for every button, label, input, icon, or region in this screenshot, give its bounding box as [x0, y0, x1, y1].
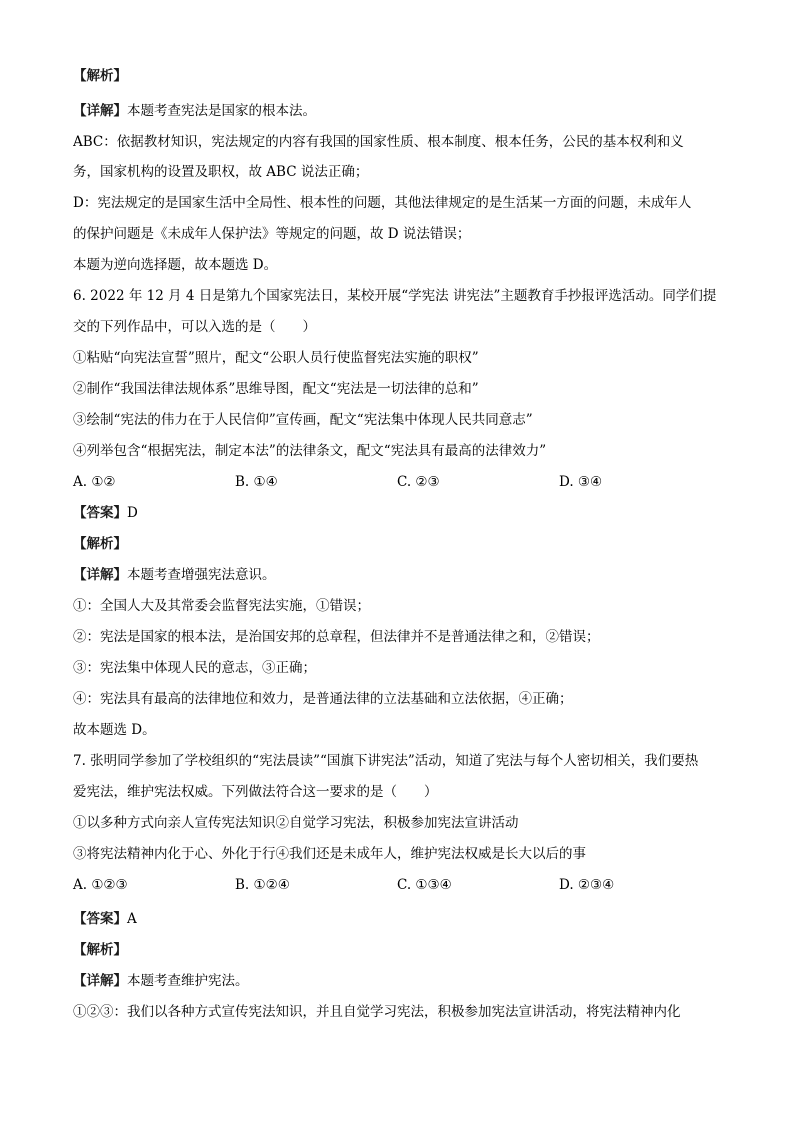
question-7-item: ①以多种方式向亲人宣传宪法知识②自觉学习宪法，积极参加宪法宣讲活动 — [73, 815, 519, 831]
option-a: A. ①②③ — [73, 877, 128, 893]
text-line: ABC：依据教材知识，宪法规定的内容有我国的国家性质、根本制度、根本任务，公民的基本权利和义 — [73, 134, 684, 150]
text-line: ①②③：我们以各种方式宣传宪法知识，并且自觉学习宪法，积极参加宪法宣讲活动，将宪法精神内化 — [73, 1004, 681, 1020]
text-line: 的保护问题是《未成年人保护法》等规定的问题，故 D 说法错误； — [73, 226, 471, 242]
option-d: D. ②③④ — [559, 877, 615, 893]
text-line: 本题为逆向选择题，故本题选 D。 — [73, 257, 278, 273]
question-7-stem: 爱宪法，维护宪法权威。下列做法符合这一要求的是（ ） — [73, 784, 438, 800]
option-a: A. ①② — [73, 474, 116, 490]
text-line: ①：全国人大及其常委会监督宪法实施，①错误； — [73, 598, 370, 614]
question-6-item: ④列举包含“根据宪法，制定本法”的法律条文，配文“宪法具有最高的法律效力” — [73, 443, 547, 459]
option-d: D. ③④ — [559, 474, 603, 490]
question-6-item: ①粘贴“向宪法宣誓”照片，配文“公职人员行使监督宪法实施的职权” — [73, 350, 479, 366]
analysis-heading: 【解析】 — [73, 536, 127, 552]
text-line: ③：宪法集中体现人民的意志，③正确； — [73, 660, 316, 676]
option-b: B. ①②④ — [235, 877, 290, 893]
text-line: D：宪法规定的是国家生活中全局性、根本性的问题，其他法律规定的是生活某一方面的问题，未成年人 — [73, 195, 692, 211]
text-line: 故本题选 D。 — [73, 722, 156, 738]
question-7-stem: 7. 张明同学参加了学校组织的“宪法晨读”“国旗下讲宪法”活动，知道了宪法与每个人密切相关，我们要热 — [73, 753, 699, 769]
detail-line: 【详解】本题考查宪法是国家的根本法。 — [73, 103, 316, 119]
question-6-item: ②制作“我国法律法规体系”思维导图，配文“宪法是一切法律的总和” — [73, 381, 479, 397]
detail-line: 【详解】本题考查维护宪法。 — [73, 973, 249, 989]
question-7-item: ③将宪法精神内化于心、外化于行④我们还是未成年人，维护宪法权威是长大以后的事 — [73, 846, 586, 862]
option-c: C. ②③ — [397, 474, 440, 490]
question-6-stem: 交的下列作品中，可以入选的是（ ） — [73, 319, 316, 335]
option-b: B. ①④ — [235, 474, 278, 490]
question-7-options — [73, 876, 723, 894]
answer-line: 【答案】D — [73, 505, 138, 521]
text-line: ④：宪法具有最高的法律地位和效力，是普通法律的立法基础和立法依据，④正确； — [73, 691, 573, 707]
question-6-options — [73, 473, 723, 491]
analysis-heading: 【解析】 — [73, 68, 127, 84]
analysis-heading: 【解析】 — [73, 942, 127, 958]
question-6-stem: 6. 2022 年 12 月 4 日是第九个国家宪法日，某校开展“学宪法 讲宪法”主题教育手抄报评选活动。同学们提 — [73, 288, 717, 304]
text-line: ②：宪法是国家的根本法，是治国安邦的总章程，但法律并不是普通法律之和，②错误； — [73, 629, 600, 645]
question-6-item: ③绘制“宪法的伟力在于人民信仰”宣传画，配文“宪法集中体现人民共同意志” — [73, 412, 533, 428]
detail-line: 【详解】本题考查增强宪法意识。 — [73, 567, 276, 583]
option-c: C. ①③④ — [397, 877, 452, 893]
answer-line: 【答案】A — [73, 911, 137, 927]
text-line: 务，国家机构的设置及职权，故 ABC 说法正确； — [73, 164, 369, 180]
